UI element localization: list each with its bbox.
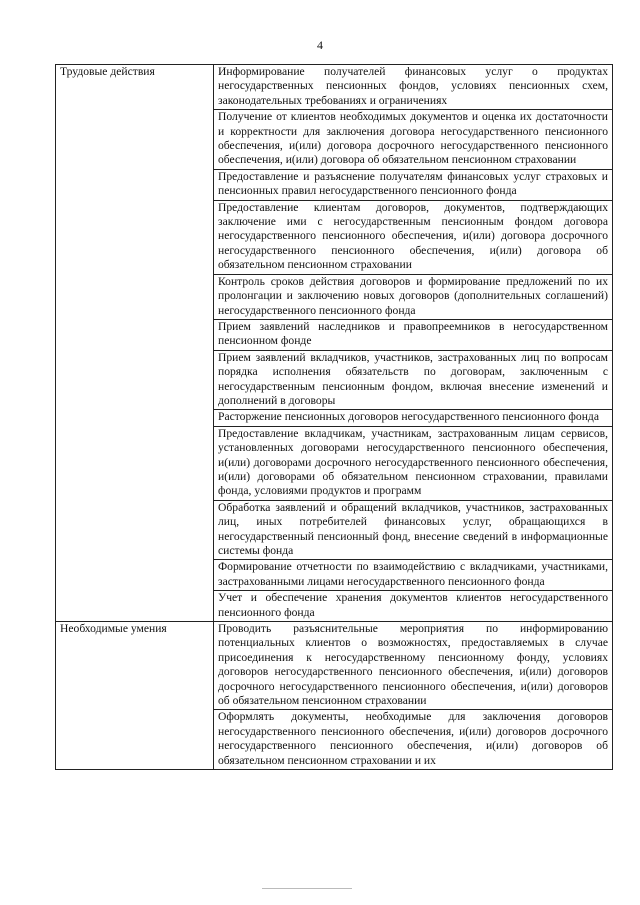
- row-text: Учет и обеспечение хранения документов клиентов негосударственного пенсионного фонда: [214, 591, 613, 622]
- row-text: Формирование отчетности по взаимодействию с вкладчиками, участниками, застрахованными лицами негосударственного пенсионного фонда: [214, 560, 613, 591]
- table-body: [56, 65, 613, 770]
- row-text: Получение от клиентов необходимых документов и оценка их достаточности и корректности для заключения договора негосударственного пенсионного обеспечения, и(или) договора досрочного негосударственного пенсионного обеспечения, и(или) договора об обязательном пенсионном страховании: [214, 110, 613, 170]
- section-label: Необходимые умения: [56, 622, 214, 770]
- row-text: Расторжение пенсионных договоров негосударственного пенсионного фонда: [214, 410, 613, 426]
- row-text: Контроль сроков действия договоров и формирование предложений по их пролонгации и заключению новых договоров (дополнительных соглашений) негосударственного пенсионного фонда: [214, 274, 613, 319]
- section-label: Трудовые действия: [56, 65, 214, 622]
- table-row: [56, 622, 613, 710]
- row-text: Прием заявлений вкладчиков, участников, застрахованных лиц по вопросам порядка исполнения обязательств по договорам, заключенным с негосударственным пенсионным фондом, включая внесение изменений и дополнений в договоры: [214, 350, 613, 410]
- qualification-table: [55, 64, 613, 770]
- row-text: Предоставление и разъяснение получателям финансовых услуг страховых и пенсионных правил негосударственного пенсионного фонда: [214, 169, 613, 200]
- scan-artifact-line: [262, 888, 352, 889]
- page-number: 4: [317, 38, 323, 52]
- row-text: Предоставление клиентам договоров, документов, подтверждающих заключение ими с негосударственным пенсионным фондом договора негосударственного пенсионного обеспечения, и(или) договора досрочного негосударственного пенсионного обеспечения, и(или) договора об обязательном пенсионном страховании: [214, 200, 613, 274]
- row-text: Оформлять документы, необходимые для заключения договоров негосударственного пенсионного обеспечения, и(или) договоров досрочного негосударственного пенсионного обеспечения, и(или) договоров об обязательном пенсионном страховании и их: [214, 710, 613, 770]
- row-text: Предоставление вкладчикам, участникам, застрахованным лицам сервисов, установленных договорами негосударственного пенсионного обеспечения, и(или) договорами досрочного негосударственного пенсионного обеспечения, и(или) договорами об обязательном пенсионном страховании, правилами фонда, условиями продуктов и программ: [214, 426, 613, 500]
- row-text: Прием заявлений наследников и правопреемников в негосударственном пенсионном фонде: [214, 319, 613, 350]
- row-text: Обработка заявлений и обращений вкладчиков, участников, застрахованных лиц, иных потребителей финансовых услуг, обращающихся в негосударственный пенсионный фонд, внесение сведений в информационные системы фонда: [214, 500, 613, 560]
- table-row: [56, 65, 613, 110]
- row-text: Информирование получателей финансовых услуг о продуктах негосударственных пенсионных фондов, условиях пенсионных схем, законодательных требованиях и ограничениях: [214, 65, 613, 110]
- row-text: Проводить разъяснительные мероприятия по информированию потенциальных клиентов о возможностях, предоставляемых в случае присоединения к негосударственному пенсионному фонду, условиях договоров негосударственного пенсионного обеспечения, и(или) договоров досрочного негосударственного пенсионного обеспечения, и(или) договоров об обязательном пенсионном страховании: [214, 622, 613, 710]
